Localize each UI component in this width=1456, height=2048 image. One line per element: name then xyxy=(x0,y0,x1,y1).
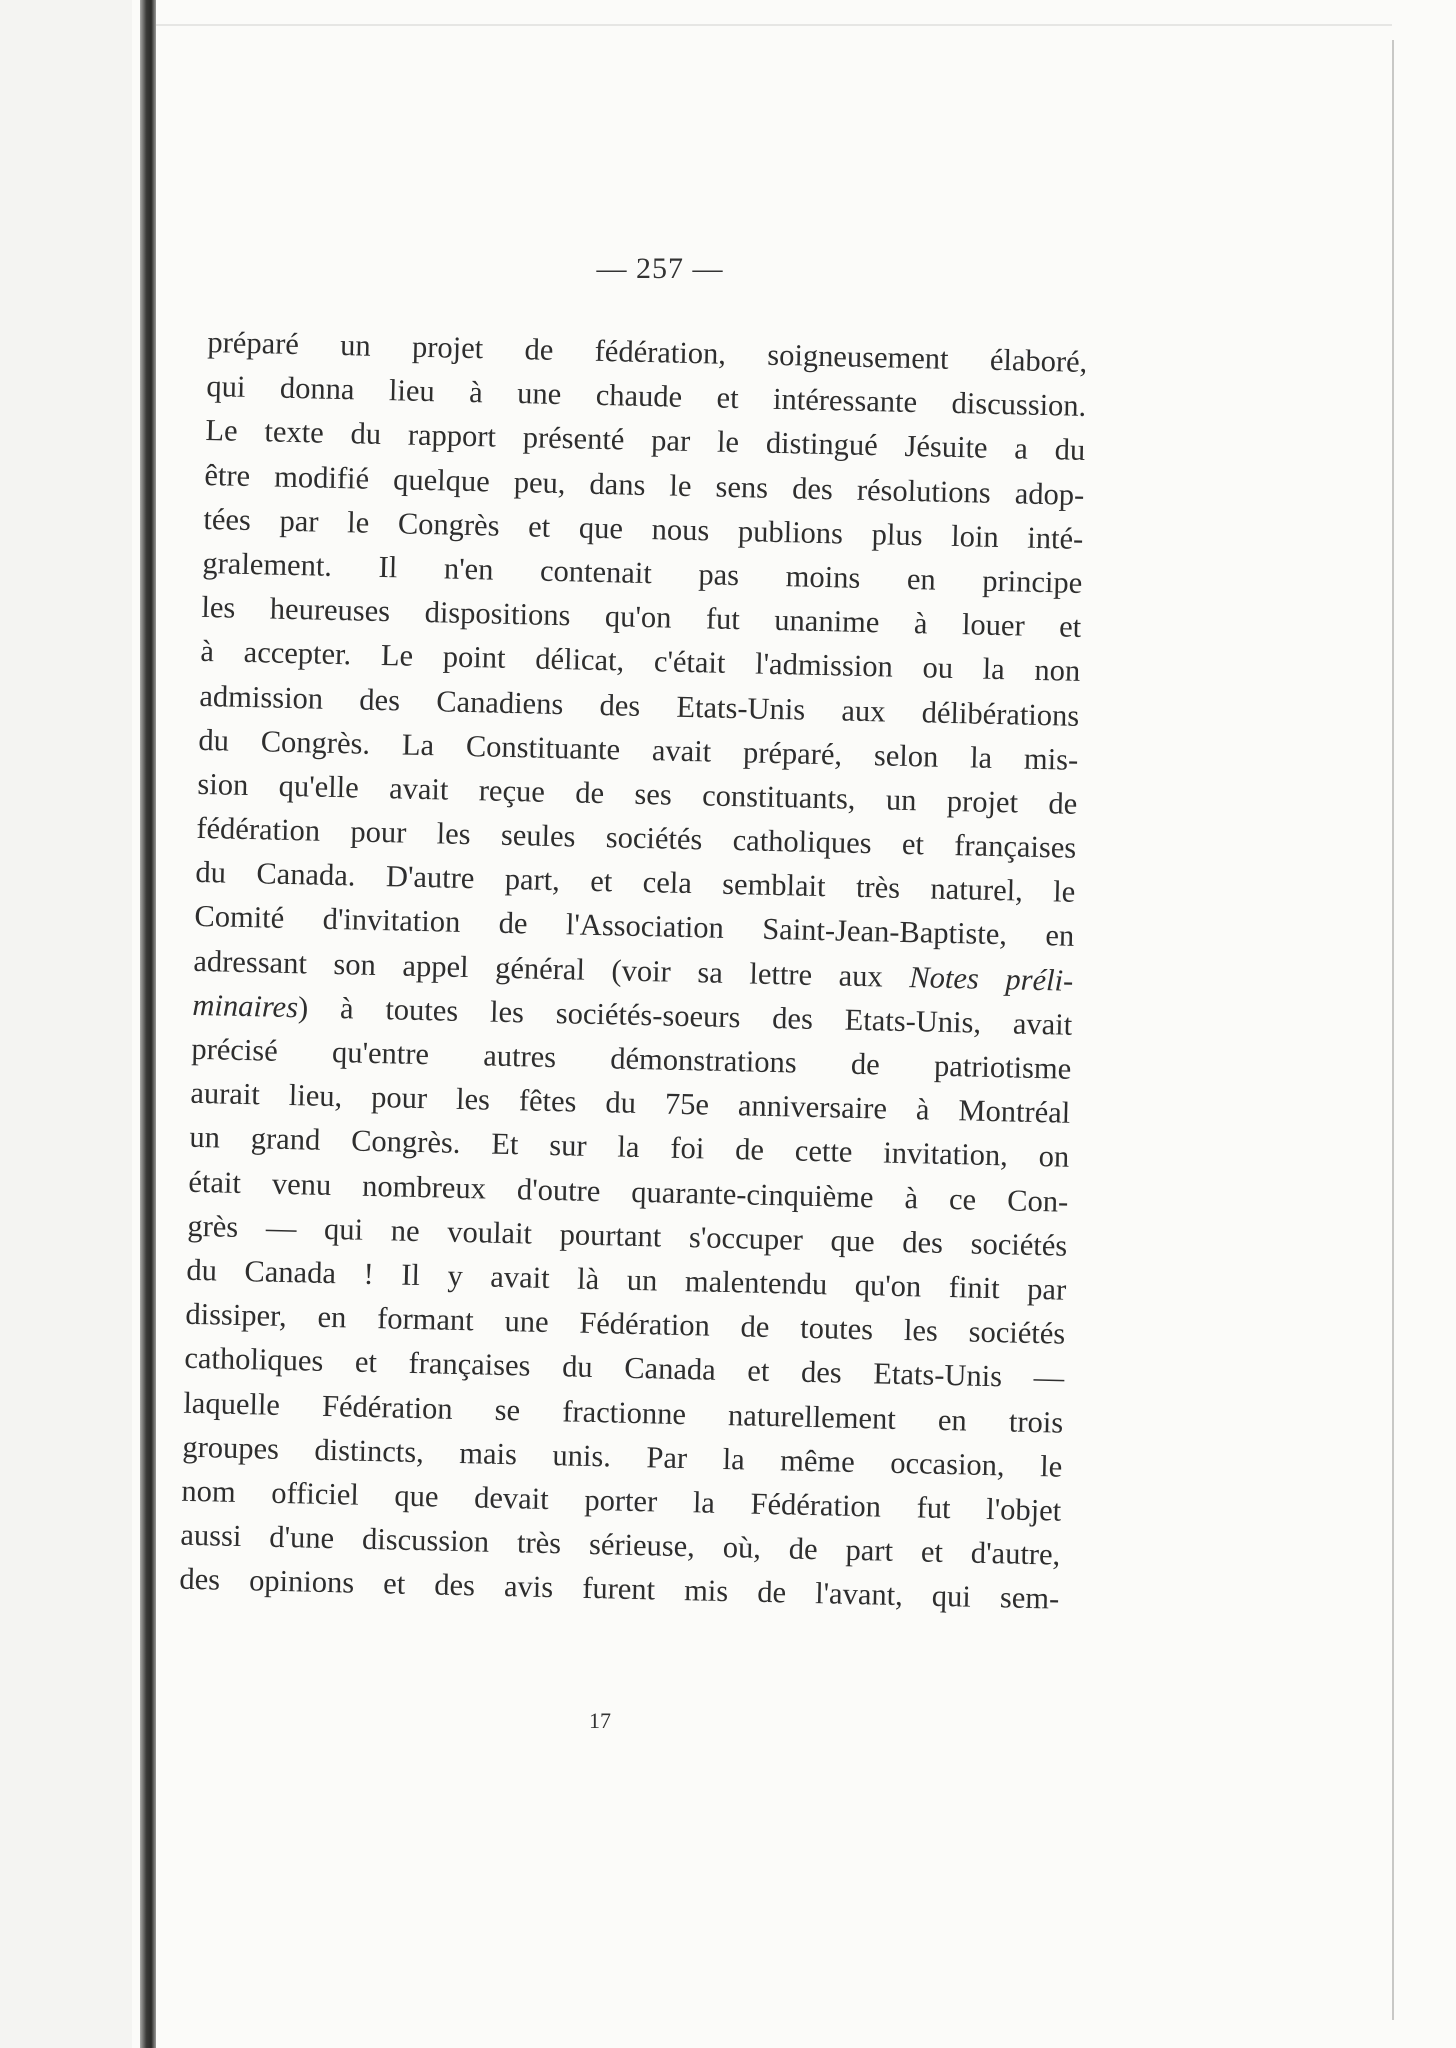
text-line: qui donna lieu à une chaude et intéressante discussion. xyxy=(206,369,1087,424)
text-line: préparé un projet de fédération, soigneusement élaboré, xyxy=(207,324,1088,379)
text-line: précisé qu'entre autres démonstrations de patriotisme xyxy=(191,1031,1072,1086)
text-line: laquelle Fédération se fractionne naturellement en trois xyxy=(183,1385,1064,1440)
text-line: Le texte du rapport présenté par le distingué Jésuite a du xyxy=(205,413,1086,468)
text-line: à accepter. Le point délicat, c'était l'admission ou la non xyxy=(200,634,1081,689)
italic-title: Notes préli- xyxy=(909,959,1074,998)
text-line: des opinions et des avis furent mis de l'avant, qui sem- xyxy=(179,1561,1060,1616)
text-line: grès — qui ne voulait pourtant s'occuper que des sociétés xyxy=(187,1208,1068,1263)
text-segment: adressant son appel général (voir sa lettre aux xyxy=(193,943,884,994)
text-line: nom officiel que devait porter la Fédération fut l'objet xyxy=(181,1473,1062,1528)
text-line: fédération pour les seules sociétés catholiques et françaises xyxy=(196,810,1077,865)
body-text xyxy=(179,320,1088,1621)
page-right-edge xyxy=(1392,40,1394,2020)
page-top-edge xyxy=(156,24,1392,26)
text-line: était venu nombreux d'outre quarante-cinquième à ce Con- xyxy=(188,1164,1069,1219)
text-line: être modifié quelque peu, dans le sens des résolutions adop- xyxy=(204,457,1085,512)
text-line: gralement. Il n'en contenait pas moins en principe xyxy=(202,545,1083,600)
text-line: groupes distincts, mais unis. Par la même occasion, le xyxy=(182,1429,1063,1484)
text-line: catholiques et françaises du Canada et des Etats-Unis — xyxy=(184,1341,1065,1396)
text-line: admission des Canadiens des Etats-Unis aux délibérations xyxy=(199,678,1080,733)
text-line: un grand Congrès. Et sur la foi de cette invitation, on xyxy=(189,1120,1070,1175)
text-line: du Canada ! Il y avait là un malentendu qu'on finit par xyxy=(186,1252,1067,1307)
text-line: aurait lieu, pour les fêtes du 75e anniversaire à Montréal xyxy=(190,1075,1071,1130)
text-line: minaires) à toutes les sociétés-soeurs des Etats-Unis, avait xyxy=(192,987,1073,1042)
text-line: sion qu'elle avait reçue de ses constituants, un projet de xyxy=(197,766,1078,821)
text-line: Comité d'invitation de l'Association Saint-Jean-Baptiste, en xyxy=(194,899,1075,954)
book-spine-shadow xyxy=(140,0,156,2048)
text-line: aussi d'une discussion très sérieuse, où, de part et d'autre, xyxy=(180,1517,1061,1572)
page-number-header: — 257 — xyxy=(596,252,724,285)
text-line: les heureuses dispositions qu'on fut unanime à louer et xyxy=(201,590,1082,645)
text-line: dissiper, en formant une Fédération de toutes les sociétés xyxy=(185,1296,1066,1351)
italic-title: minaires xyxy=(192,987,299,1025)
text-line: tées par le Congrès et que nous publions plus loin inté- xyxy=(203,501,1084,556)
text-line: du Congrès. La Constituante avait préparé, selon la mis- xyxy=(198,722,1079,777)
facing-page-edge xyxy=(0,0,132,2048)
text-line: du Canada. D'autre part, et cela semblait très naturel, le xyxy=(195,855,1076,910)
printer-signature-mark: 17 xyxy=(589,1708,611,1733)
